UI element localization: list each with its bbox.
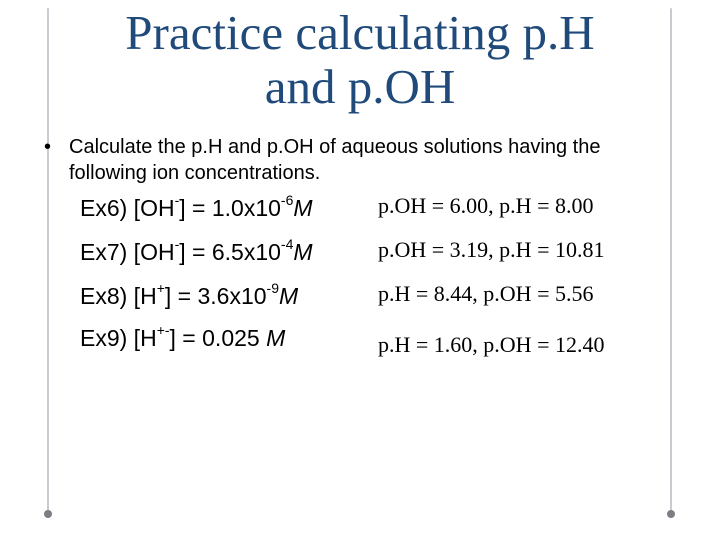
left-border-line (47, 8, 49, 514)
example-8-answer: p.H = 8.44, p.OH = 5.56 (378, 281, 594, 306)
right-border-dot (667, 510, 675, 518)
right-border-line (670, 8, 672, 514)
example-9-answer: p.H = 1.60, p.OH = 12.40 (378, 332, 605, 357)
bullet-icon: • (44, 136, 52, 158)
title-line-2: and p.OH (264, 59, 456, 114)
left-border-dot (44, 510, 52, 518)
example-6-answer: p.OH = 6.00, p.H = 8.00 (378, 193, 594, 218)
example-7-question: Ex7) $[OH^-] = 6.5x10^{-4}M$ (80, 236, 313, 265)
bullet-text: Calculate the p.H and p.OH of aqueous solutions having the following ion concentrations. (69, 136, 601, 184)
example-7-answer: p.OH = 3.19, p.H = 10.81 (378, 237, 605, 262)
example-9-question: Ex9) [H+-] = 0.025 M (80, 322, 286, 351)
example-6-question: Ex6) $[OH^-] = 1.0x10^{-6}M$ (80, 192, 313, 221)
slide-title (60, 6, 660, 114)
title-line-1: Practice calculating p.H (125, 5, 595, 60)
example-8-question: Ex8) $[H^+] = 3.6x10^{-9}M$ (80, 280, 299, 309)
